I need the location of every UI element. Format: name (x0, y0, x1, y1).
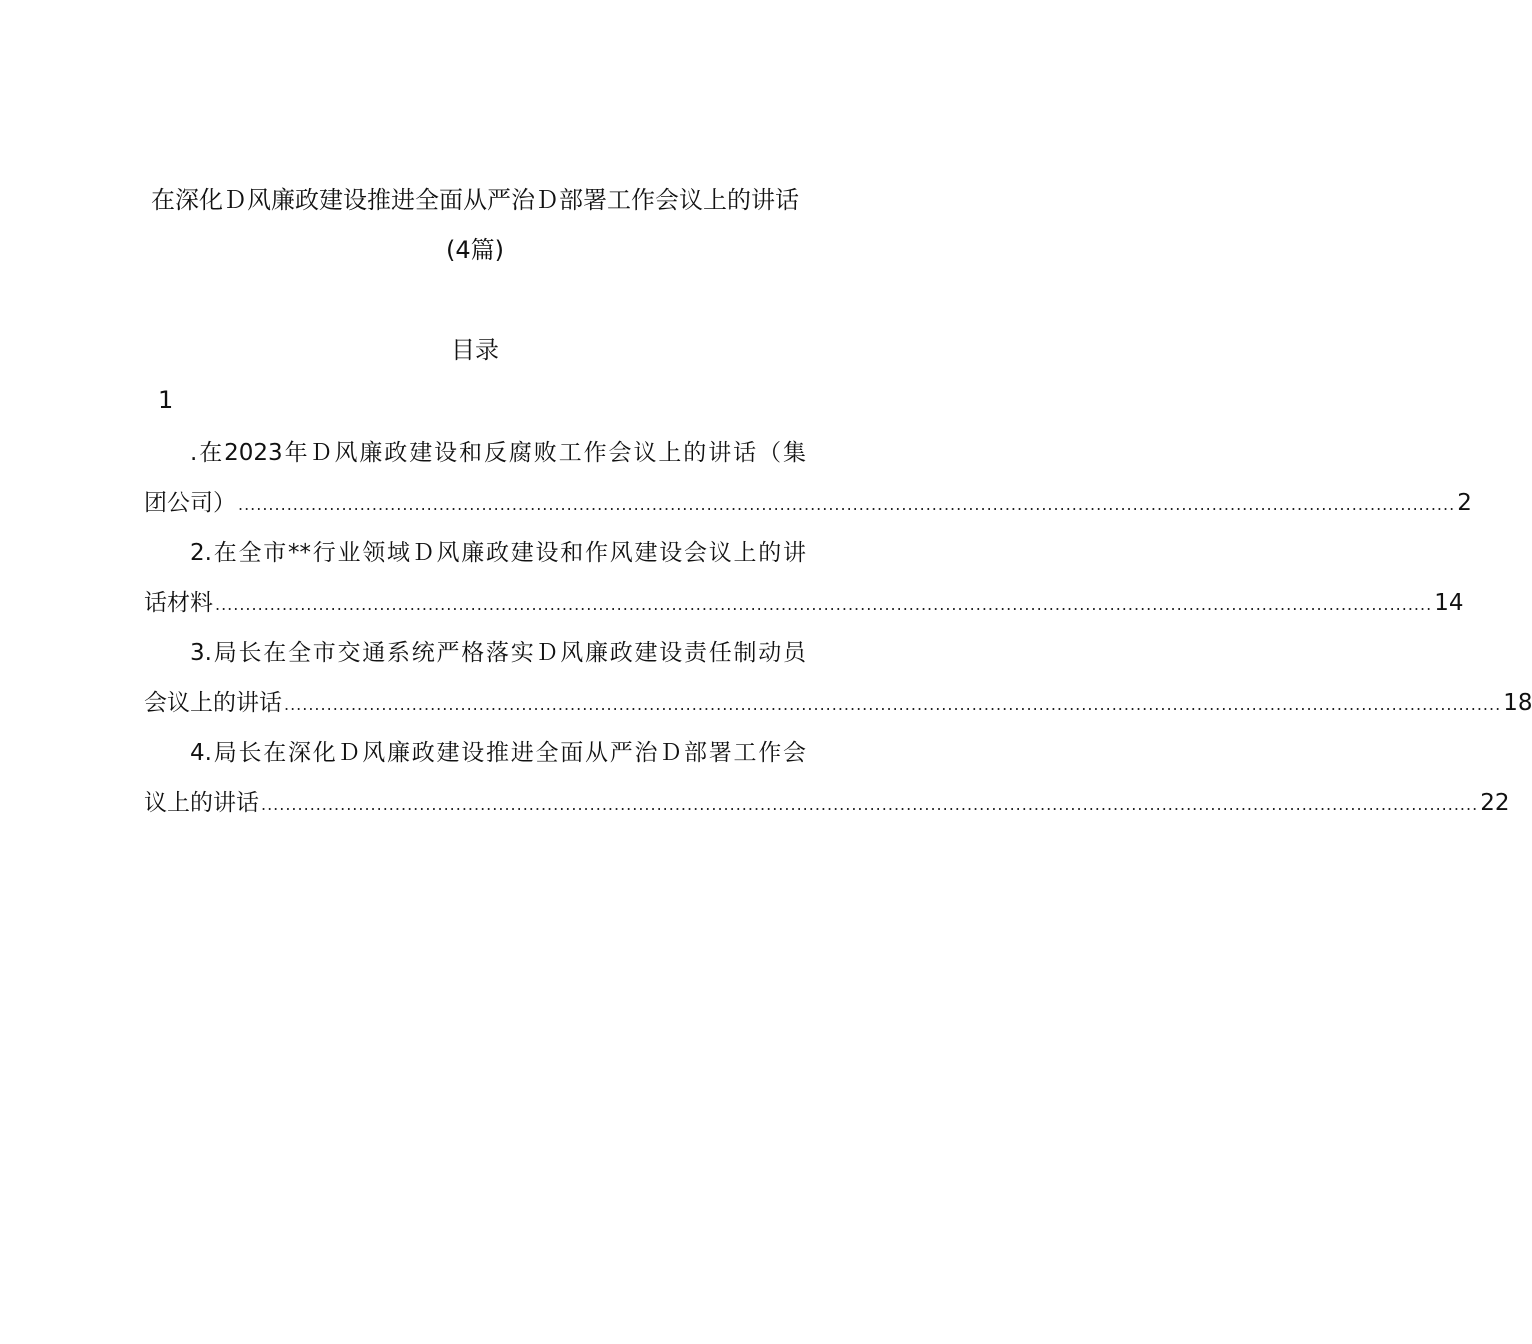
toc-entry[interactable] (144, 428, 1472, 528)
document-title-line-2: (4篇) (446, 236, 504, 264)
toc-entry-title: .在2023年Ｄ风廉政建设和反腐败工作会议上的讲话（集 (190, 440, 806, 466)
toc-leader-dots: ........................................................................................................................................................................................................ (284, 695, 1502, 714)
toc-entry-title-tail: 团公司） (144, 490, 236, 516)
toc-entry-title: 3.局长在全市交通系统严格落实Ｄ风廉政建设责任制动员 (190, 640, 806, 666)
toc-number: 1 (158, 386, 174, 414)
toc-entry-continuation (144, 778, 1510, 828)
toc-leader-dots: ........................................................................................................................................................................................................ (215, 595, 1433, 614)
document-title-line-1: 在深化Ｄ风廉政建设推进全面从严治Ｄ部署工作会议上的讲话 (151, 186, 799, 214)
toc-entry-continuation (144, 578, 1464, 628)
toc-entry-continuation (144, 678, 1532, 728)
toc-entry[interactable] (144, 528, 1464, 628)
toc-entry-title: 2.在全市**行业领域Ｄ风廉政建设和作风建设会议上的讲 (190, 540, 806, 566)
toc-leader-dots: ........................................................................................................................................................................................................ (238, 495, 1456, 514)
toc-leader-dots: ........................................................................................................................................................................................................ (261, 795, 1479, 814)
toc-entry[interactable] (144, 728, 1510, 828)
toc-entry-title: 4.局长在深化Ｄ风廉政建设推进全面从严治Ｄ部署工作会 (190, 740, 806, 766)
toc-entry-continuation (144, 478, 1472, 528)
toc-entry-title-tail: 议上的讲话 (144, 790, 259, 816)
toc-heading: 目录 (451, 336, 499, 364)
table-of-contents (144, 428, 1532, 828)
toc-page-number: 14 (1434, 590, 1464, 616)
toc-page-number: 2 (1457, 490, 1472, 516)
toc-entry-title-tail: 话材料 (144, 590, 213, 616)
toc-entry[interactable] (144, 628, 1532, 728)
toc-page-number: 18 (1503, 690, 1532, 716)
toc-page-number: 22 (1480, 790, 1510, 816)
toc-entry-title-tail: 会议上的讲话 (144, 690, 282, 716)
